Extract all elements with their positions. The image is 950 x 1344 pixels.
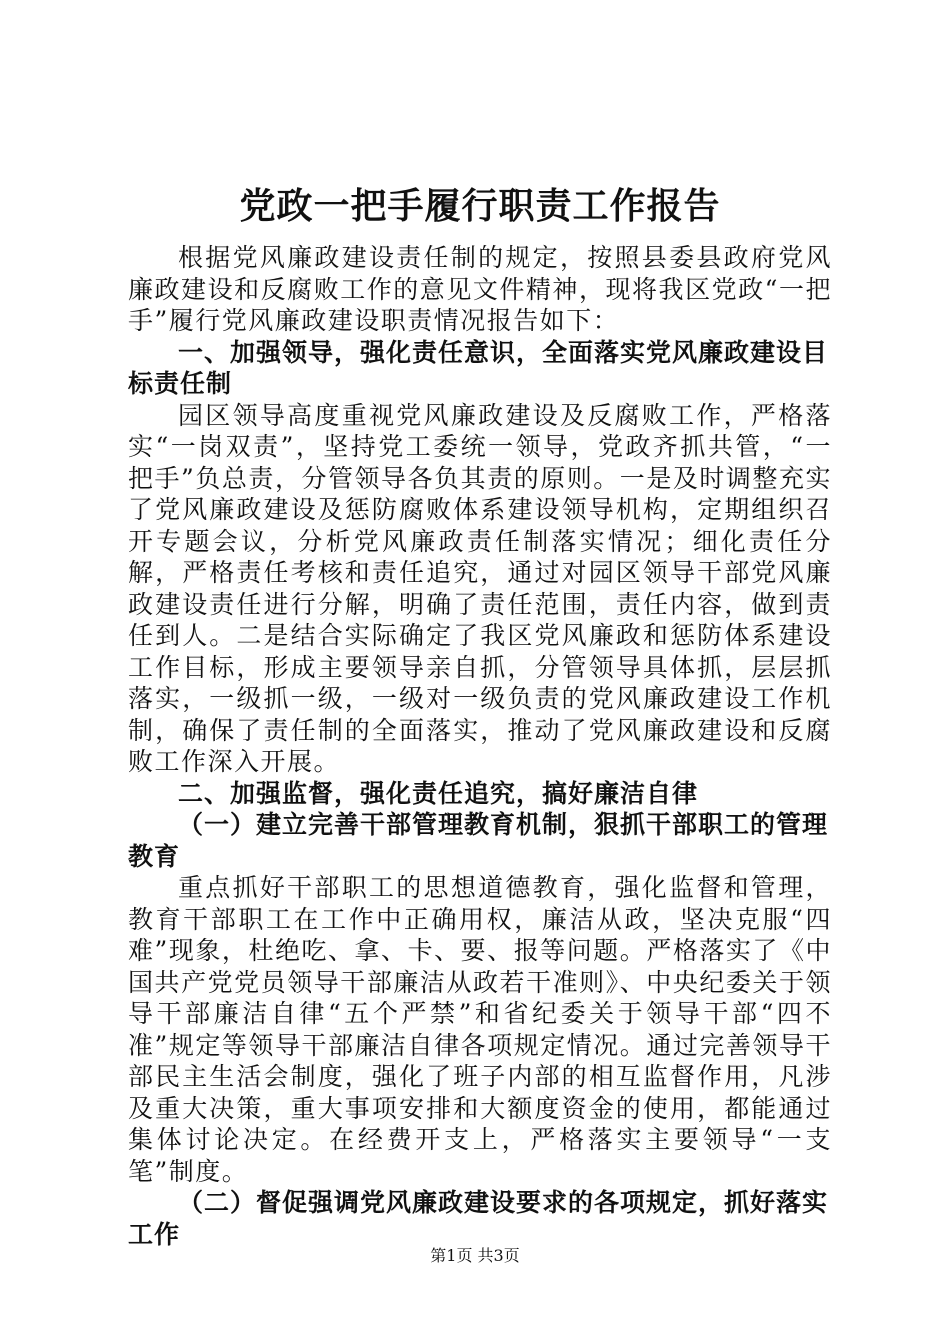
section-heading-2: 二、加强监督，强化责任追究，搞好廉洁自律 — [178, 778, 699, 808]
section-1-paragraph: 园区领导高度重视党风廉政建设及反腐败工作，严格落实“一岗双责”，坚持党工委统一领导，党政齐抓共管，“一把手”负总责，分管领导各负其责的原则。一是及时调整充实了党风廉政建设及惩防腐败体系建设领导机构，定期组织召开专题会议，分析党风廉政责任制落实情况；细化责任分解，严格责任考核和责任追究，通过对园区领导干部党风廉政建设责任进行分解，明确了责任范围，责任内容，做到责任到人。二是结合实际确定了我区党风廉政和惩防体系建设工作目标，形成主要领导亲自抓，分管领导具体抓，层层抓落实，一级抓一级，一级对一级负责的党风廉政建设工作机制，确保了责任制的全面落实，推动了党风廉政建设和反腐败工作深入开展。 — [128, 400, 832, 776]
subsection-heading-2-2: （二）督促强调党风廉政建设要求的各项规定，抓好落实工作 — [128, 1188, 829, 1249]
document-title: 党政一把手履行职责工作报告 — [239, 186, 721, 227]
subsection-2-1-paragraph: 重点抓好干部职工的思想道德教育，强化监督和管理，教育干部职工在工作中正确用权，廉洁从政，坚决克服“四难”现象，杜绝吃、拿、卡、要、报等问题。严格落实了《中国共产党党员领导干部廉洁从政若干准则》、中央纪委关于领导干部廉洁自律“五个严禁”和省纪委关于领导干部“四不准”规定等领导干部廉洁自律各项规定情况。通过完善领导干部民主生活会制度，强化了班子内部的相互监督作用，凡涉及重大决策，重大事项安排和大额度资金的使用，都能通过集体讨论决定。在经费开支上，严格落实主要领导“一支笔”制度。 — [128, 873, 832, 1186]
page-number-footer: 第1页 共3页 — [430, 1246, 520, 1265]
intro-paragraph: 根据党风廉政建设责任制的规定，按照县委县政府党风廉政建设和反腐败工作的意见文件精神，现将我区党政“一把手”履行党风廉政建设职责情况报告如下： — [128, 243, 832, 335]
subsection-heading-2-1: （一）建立完善干部管理教育机制，狠抓干部职工的管理教育 — [128, 810, 829, 871]
document-body — [128, 178, 832, 1250]
section-heading-1: 一、加强领导，强化责任意识，全面落实党风廉政建设目标责任制 — [128, 337, 829, 398]
